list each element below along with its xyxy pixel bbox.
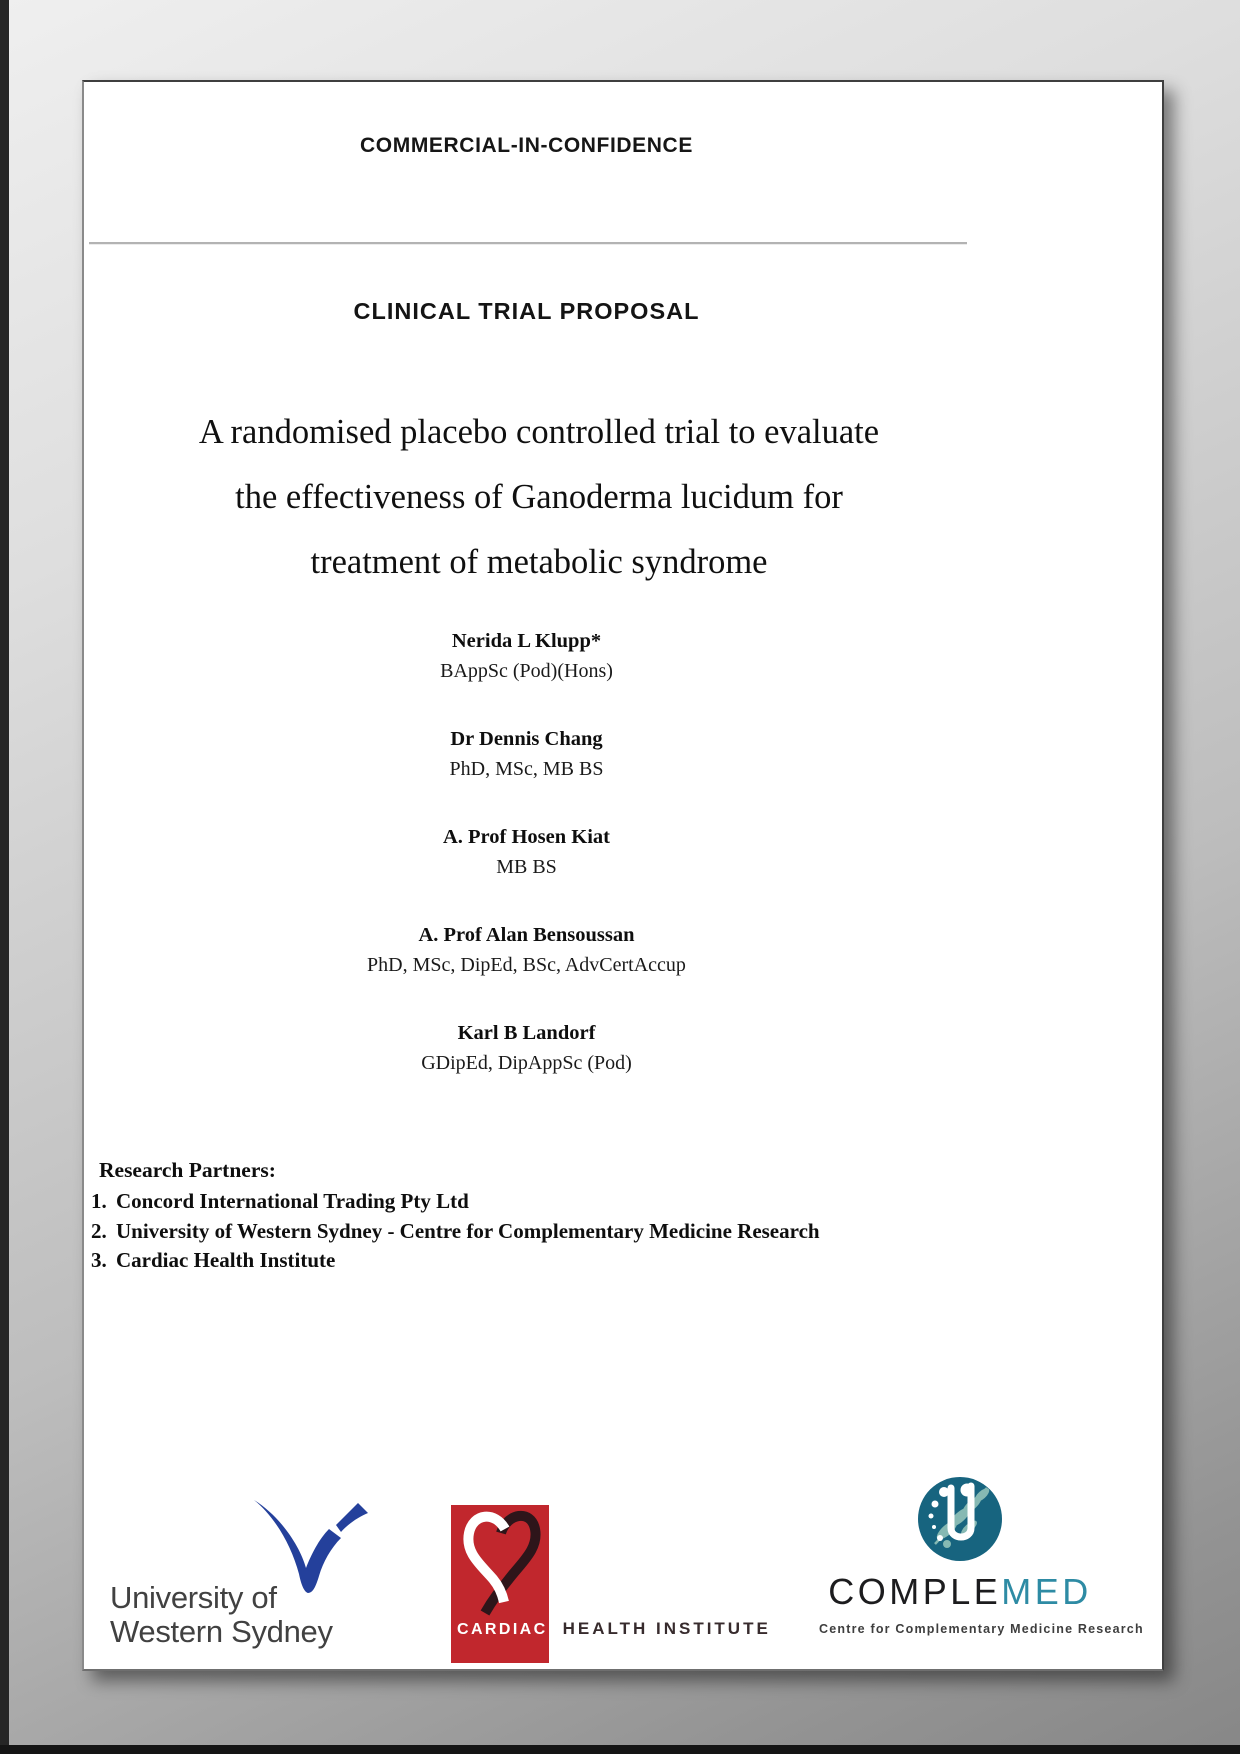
research-partners-section: [91, 1158, 820, 1276]
research-partner-item: [91, 1246, 820, 1276]
author-entry: [84, 922, 969, 981]
author-qualifications: GDipEd, DipAppSc (Pod): [421, 1052, 632, 1074]
complemed-word-comple: COMPLE: [828, 1571, 1002, 1612]
author-name: Dr Dennis Chang: [450, 728, 603, 750]
research-partners-heading: Research Partners:: [99, 1158, 276, 1182]
partner-name: Concord International Trading Pty Ltd: [116, 1189, 469, 1213]
author-entry: [84, 1020, 969, 1079]
uws-logo-line-1: University of: [110, 1580, 277, 1615]
complemed-word-med: MED: [1001, 1571, 1092, 1612]
document-type-heading: CLINICAL TRIAL PROPOSAL: [353, 298, 700, 324]
partner-number: 1.: [91, 1189, 107, 1213]
trial-title: [84, 400, 994, 595]
cardiac-health-institute-logo-icon: [451, 1505, 549, 1663]
scan-left-edge: [0, 0, 9, 1754]
research-partner-item: [91, 1187, 820, 1217]
title-line-3: treatment of metabolic syndrome: [310, 543, 768, 581]
author-name: A. Prof Hosen Kiat: [442, 826, 611, 848]
partner-number: 3.: [91, 1248, 107, 1272]
cardiac-health-institute-logo-text: [457, 1619, 771, 1639]
author-entry: [84, 628, 969, 687]
partner-name: Cardiac Health Institute: [116, 1248, 336, 1272]
document-page: [82, 80, 1164, 1671]
title-line-2: the effectiveness of Ganoderma lucidum for: [235, 478, 843, 516]
authors-list: [84, 628, 969, 1118]
author-qualifications: PhD, MSc, DipEd, BSc, AdvCertAccup: [367, 954, 686, 976]
uws-logo-text: [110, 1581, 333, 1649]
scan-bottom-edge: [0, 1745, 1240, 1754]
horizontal-rule: [89, 242, 967, 245]
confidentiality-header: COMMERCIAL-IN-CONFIDENCE: [360, 134, 693, 157]
complemed-logo: [819, 1476, 1144, 1636]
author-qualifications: BAppSc (Pod)(Hons): [440, 660, 613, 682]
author-name: A. Prof Alan Bensoussan: [418, 924, 635, 946]
author-name: Nerida L Klupp*: [451, 630, 602, 652]
chi-word-cardiac: CARDIAC: [457, 1621, 548, 1638]
author-qualifications: MB BS: [496, 856, 557, 878]
complemed-subtitle: Centre for Complementary Medicine Research: [819, 1622, 1144, 1636]
author-name: Karl B Landorf: [457, 1022, 596, 1044]
author-qualifications: PhD, MSc, MB BS: [449, 758, 604, 780]
author-entry: [84, 726, 969, 785]
chi-word-health-institute: HEALTH INSTITUTE: [562, 1619, 771, 1638]
author-entry: [84, 824, 969, 883]
research-partner-item: [91, 1217, 820, 1247]
complemed-circle-icon: [917, 1476, 1003, 1562]
uws-logo-line-2: Western Sydney: [110, 1614, 333, 1649]
partner-name: University of Western Sydney - Centre for Complementary Medicine Research: [116, 1218, 820, 1243]
partner-number: 2.: [91, 1218, 107, 1243]
complemed-wordmark: [819, 1571, 1101, 1613]
title-line-1: A randomised placebo controlled trial to evaluate: [198, 413, 880, 451]
